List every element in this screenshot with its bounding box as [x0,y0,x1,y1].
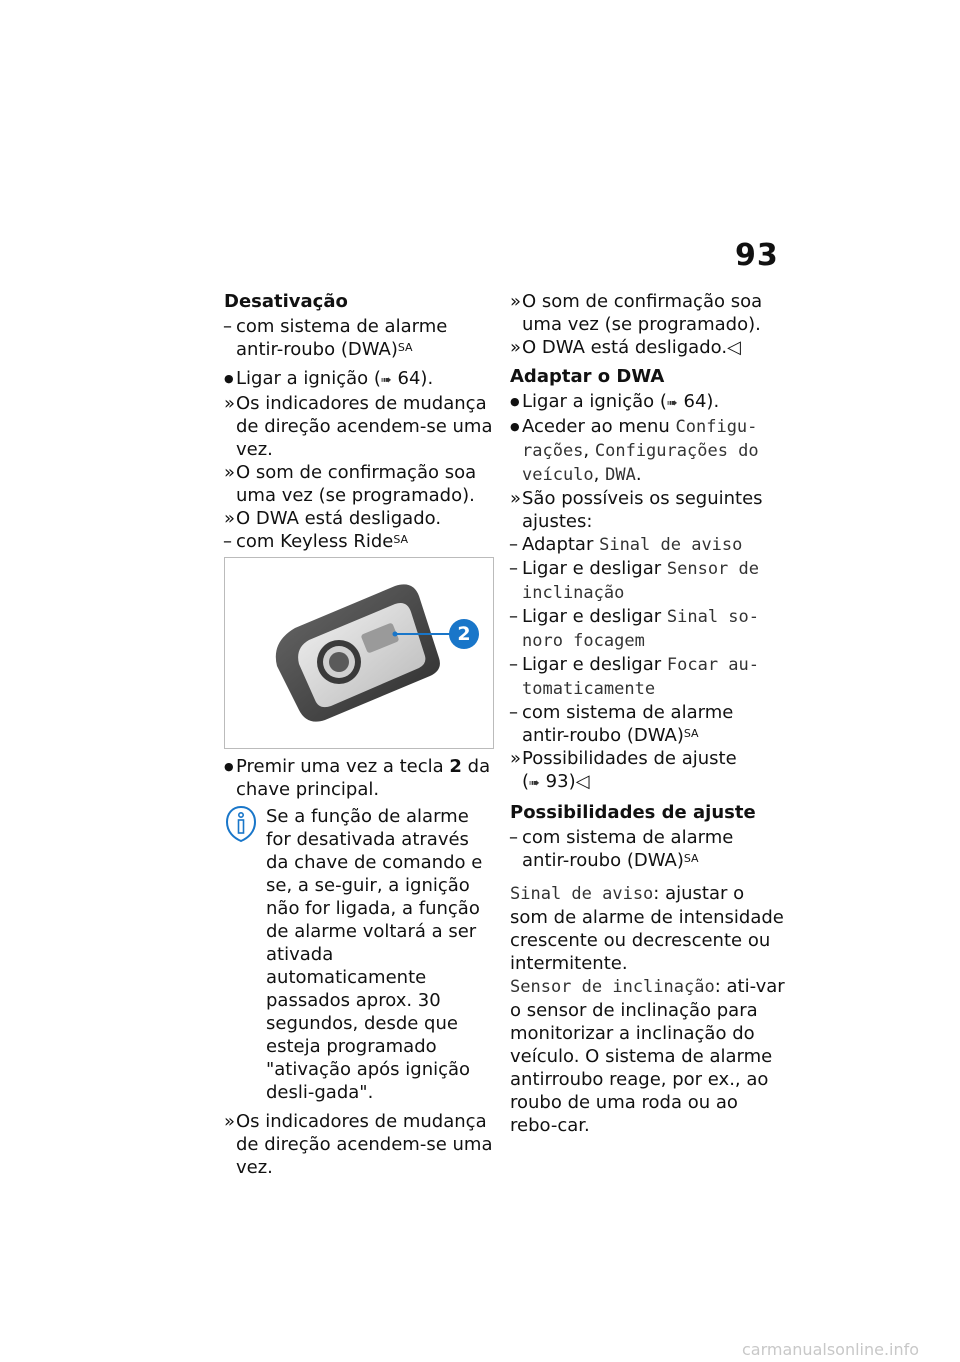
step-press-key: ● Premir uma vez a tecla 2 da chave principal. [224,756,491,800]
end-mark-icon: ◁ [727,337,741,358]
step-ignition: ● Ligar a ignição (➠ 64). [224,367,496,392]
heading-deactivation: Desativação [224,291,348,312]
option-item: – Ligar e desligar Sensor de inclinação [509,558,759,603]
menu-path-vehicle-settings: Configurações do veículo [522,441,759,485]
right-column [510,290,785,1137]
page-ref-arrow-icon: ➠ [529,776,540,791]
paragraph-tilt-sensor: Sensor de inclinação: ati-var o sensor de inclinação para monitorizar a inclinação do veículo. O sistema de alarme antirroubo reage, por ex., ao roubo de uma roda ou ao rebo-car. [510,976,785,1136]
key-fob-image [225,558,493,748]
result-item: » São possíveis os seguintes ajustes: [510,488,763,532]
heading-adapt-dwa: Adaptar o DWA [510,366,665,387]
step-ignition: ● Ligar a ignição (➠ 64). [510,390,785,415]
page-ref-arrow-icon: ➠ [666,396,678,411]
option-item: – Ligar e desligar Sinal so-noro focagem [509,606,759,651]
result-item: » O som de confirmação soa uma vez (se programado). [224,462,477,506]
info-icon [224,805,258,843]
result-item: » Os indicadores de mudança de direção acendem-se uma vez. [224,1111,493,1178]
page-ref-link[interactable]: 64). [397,368,434,389]
result-item: » O DWA está desligado. [224,508,442,529]
end-mark-icon: ◁ [575,771,590,792]
menu-path-settings: Configu-rações [522,417,758,461]
key-fob-figure [224,557,494,749]
result-item: » O som de confirmação soa uma vez (se programado). [510,291,763,335]
option-item: – Adaptar Sinal de aviso [509,534,743,555]
heading-setting-options: Possibilidades de ajuste [510,802,756,823]
left-column [224,290,496,1179]
result-item: » Os indicadores de mudança de direção acendem-se uma vez. [224,393,493,460]
option-item: – Ligar e desligar Focar au-tomaticamente [509,654,759,699]
menu-path-dwa: DWA [605,465,636,485]
page-ref-arrow-icon: ➠ [380,373,392,388]
result-item: » O DWA está desligado.◁ [510,337,741,358]
page-ref-link[interactable]: 93) [545,771,576,792]
step-menu: ● Aceder ao menu Configu-rações, Configurações do veículo, DWA. [510,416,759,485]
callout-badge: 2 [449,619,479,649]
condition-dwa: – com sistema de alarme antir-roubo (DWA)$^{SA}$ [509,702,734,746]
condition-dwa: – com sistema de alarme antir-roubo (DWA)$^{SA}$ [509,827,734,871]
paragraph-warning-signal: Sinal de aviso: ajustar o som de alarme de intensidade crescente ou decrescente ou intermitente. [510,883,784,974]
footer-watermark: carmanualsonline.info [742,1340,920,1359]
result-item: » Possibilidades de ajuste (➠ 93)◁ [510,747,785,795]
page-number: 93 [735,238,779,273]
condition-dwa: – com sistema de alarme antir-roubo (DWA)$^{SA}$ [223,316,448,360]
info-note: Se a função de alarme for desativada através da chave de comando e se, a se-guir, a ignição não for ligada, a função de alarme voltará a ser ativada automaticamente passados aprox. 30 segundos, desde que esteja programado "ativação após ignição desli-gada". [224,805,496,1104]
page-ref-link[interactable]: 64). [683,391,720,412]
condition-keyless: – com Keyless Ride$^{SA}$ [223,531,409,552]
